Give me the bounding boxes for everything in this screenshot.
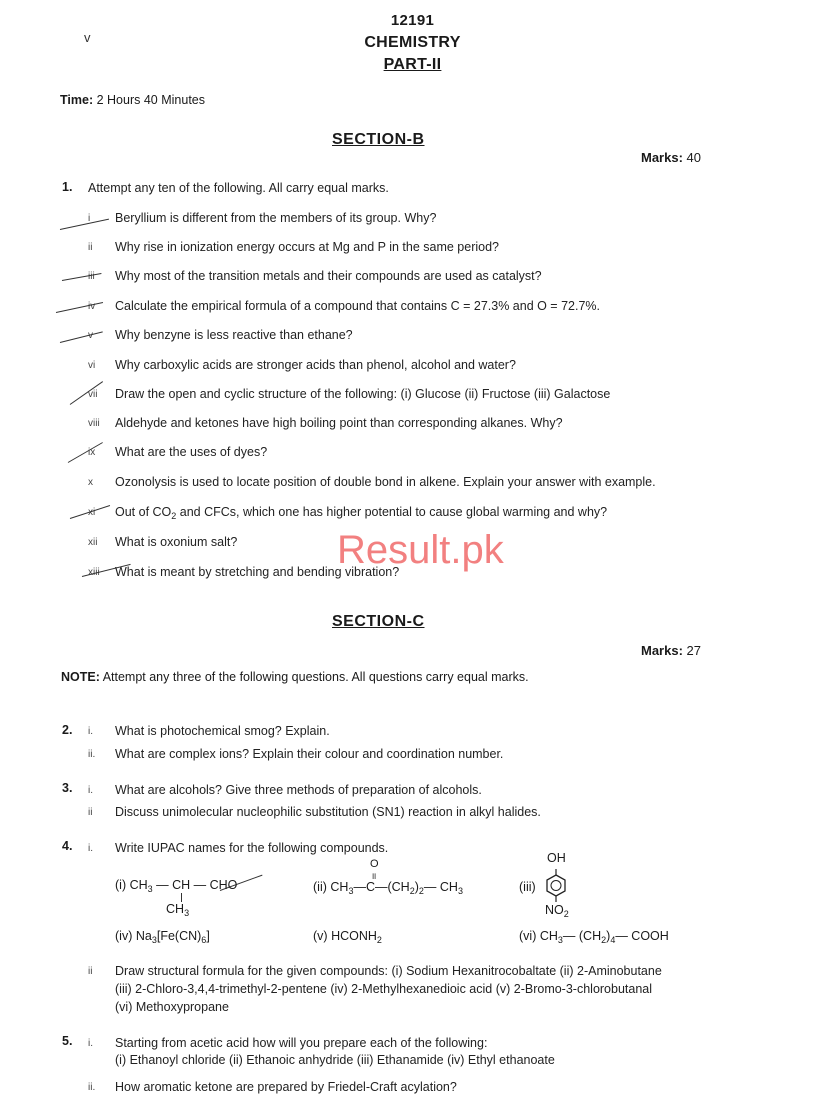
long-question-part: Draw structural formula for the given compounds: (i) Sodium Hexanitrocobaltate (ii) 2-Aminobutane [115, 964, 662, 978]
time-value: 2 Hours 40 Minutes [96, 93, 205, 107]
pen-tick-mark [60, 219, 109, 230]
marks-value: 27 [686, 643, 702, 658]
formula-part: CH [166, 902, 185, 916]
compound-i [115, 878, 237, 894]
item-numeral: vi [88, 360, 96, 371]
subscript: 2 [409, 886, 415, 896]
formula-part: ) [606, 929, 611, 943]
compound-label: (iv) [115, 929, 133, 943]
long-question-part: What are alcohols? Give three methods of preparation of alcohols. [115, 783, 482, 797]
formula-part: CH [539, 929, 558, 943]
subscript: 2 [563, 909, 569, 919]
time-label: Time: [60, 93, 94, 107]
item-numeral: viii [88, 418, 100, 429]
item-numeral: xii [88, 537, 98, 548]
formula-part: — CH — CHO [156, 878, 238, 892]
subscript: 3 [557, 935, 563, 945]
long-question-part: What is photochemical smog? Explain. [115, 724, 330, 738]
item-numeral: v [88, 330, 93, 341]
note-label: NOTE: [61, 670, 100, 684]
formula-part: — COOH [615, 929, 669, 943]
item-numeral: xiii [88, 567, 100, 578]
short-question: Beryllium is different from the members of its group. Why? [115, 211, 437, 225]
long-question-part: (iii) 2-Chloro-3,4,4-trimethyl-2-pentene (iv) 2-Methylhexanedioic acid (v) 2-Bromo-3-chlorobutanal [115, 982, 653, 996]
corner-mark: v [84, 30, 91, 45]
subscript: 2 [601, 935, 607, 945]
item-numeral: xi [88, 507, 96, 518]
short-question: Draw the open and cyclic structure of the following: (i) Glucose (ii) Fructose (iii) Galactose [115, 387, 611, 401]
marks-value: 40 [686, 150, 702, 165]
question-5-number: 5. [62, 1034, 73, 1048]
compound-label: (ii) [313, 880, 327, 894]
formula-part: — (CH [562, 929, 602, 943]
short-question: What is oxonium salt? [115, 535, 238, 549]
short-question: Why most of the transition metals and their compounds are used as catalyst? [115, 269, 542, 283]
item-numeral: iv [88, 301, 96, 312]
item-numeral: ix [88, 447, 96, 458]
q-text-part: Out of CO [115, 505, 172, 519]
subscript: 3 [184, 908, 190, 918]
hydroxyl-group: OH [547, 851, 566, 865]
long-question-part: What are complex ions? Explain their colour and coordination number. [115, 747, 504, 761]
short-question: Aldehyde and ketones have high boiling point than corresponding alkanes. Why? [115, 416, 563, 430]
long-question-part: Write IUPAC names for the following compounds. [115, 841, 389, 855]
short-question: Calculate the empirical formula of a compound that contains C = 27.3% and O = 72.7%. [115, 299, 600, 313]
section-b-marks [641, 150, 701, 165]
item-numeral: ii [88, 242, 93, 253]
watermark: Result.pk [337, 528, 504, 572]
double-bond: ॥ [371, 871, 377, 881]
subscript: 3 [147, 884, 153, 894]
formula-part: CH [129, 878, 148, 892]
section-b-title: SECTION-B [332, 131, 425, 148]
short-question: What are the uses of dyes? [115, 445, 268, 459]
short-question: What is meant by stretching and bending vibration? [115, 565, 400, 579]
time-line [60, 93, 205, 107]
compound-vi [519, 929, 669, 945]
long-question-part: Starting from acetic acid how will you prepare each of the following: [115, 1036, 488, 1050]
compound-label: (i) [115, 878, 127, 892]
carbonyl-oxygen: O [370, 858, 379, 870]
item-numeral: i. [88, 1038, 93, 1049]
subscript: 2 [376, 935, 382, 945]
item-numeral: x [88, 477, 93, 488]
note-line [61, 670, 529, 684]
item-numeral: iii [88, 271, 95, 282]
item-numeral: ii. [88, 1082, 96, 1093]
item-numeral: ii. [88, 749, 96, 760]
subscript: 2 [171, 511, 177, 521]
nitro-group [545, 903, 569, 919]
compound-label: (vi) [519, 929, 537, 943]
formula-part: Na [135, 929, 152, 943]
short-question: Why benzyne is less reactive than ethane? [115, 328, 353, 342]
subscript: 3 [348, 886, 354, 896]
formula-part: — CH [423, 880, 458, 894]
compound-iv [115, 929, 210, 945]
long-question-part: (vi) Methoxypropane [115, 1000, 229, 1014]
question-3-number: 3. [62, 781, 73, 795]
long-question-part: (i) Ethanoyl chloride (ii) Ethanoic anhydride (iii) Ethanamide (iv) Ethyl ethanoate [115, 1053, 555, 1067]
formula-part: NO [545, 903, 564, 917]
subscript: 4 [610, 935, 616, 945]
formula-part: ] [206, 929, 210, 943]
note-text: Attempt any three of the following questions. All questions carry equal marks. [102, 670, 529, 684]
item-numeral: vii [88, 389, 98, 400]
short-question [115, 505, 607, 521]
subscript: 3 [457, 886, 463, 896]
item-numeral: ii [88, 807, 93, 818]
formula-part: ) [414, 880, 419, 894]
question-4-number: 4. [62, 839, 73, 853]
compound-v [313, 929, 382, 945]
compound-ii [313, 880, 463, 896]
question-1-number: 1. [62, 180, 73, 194]
item-numeral: ii [88, 966, 93, 977]
formula-part: HCONH [331, 929, 377, 943]
long-question-part: Discuss unimolecular nucleophilic substitution (SN1) reaction in alkyl halides. [115, 805, 541, 819]
subscript: 2 [418, 886, 424, 896]
part-title: PART-II [383, 56, 442, 73]
bond-line [181, 893, 182, 902]
short-question: Why carboxylic acids are stronger acids than phenol, alcohol and water? [115, 358, 516, 372]
item-numeral: i. [88, 726, 93, 737]
formula-part: —C—(CH [353, 880, 410, 894]
short-question: Why rise in ionization energy occurs at Mg and P in the same period? [115, 240, 499, 254]
subscript: 3 [151, 935, 157, 945]
item-numeral: i [88, 213, 91, 224]
subscript: 6 [201, 935, 207, 945]
question-2-number: 2. [62, 723, 73, 737]
q-text-part: and CFCs, which one has higher potential to cause global warming and why? [176, 505, 608, 519]
item-numeral: i. [88, 843, 93, 854]
formula-part: CH [330, 880, 349, 894]
question-1-instruction: Attempt any ten of the following. All carry equal marks. [88, 181, 389, 195]
benzene-ring-icon [545, 869, 567, 903]
paper-code: 12191 [390, 12, 435, 29]
subject-title: CHEMISTRY [364, 34, 461, 51]
short-question: Ozonolysis is used to locate position of double bond in alkene. Explain your answer with example. [115, 475, 656, 489]
marks-label: Marks: [641, 150, 683, 165]
marks-label: Marks: [641, 643, 683, 658]
compound-i-branch [166, 902, 189, 918]
section-c-title: SECTION-C [332, 613, 425, 630]
formula-part: [Fe(CN) [156, 929, 202, 943]
compound-label: (v) [313, 929, 328, 943]
item-numeral: i. [88, 785, 93, 796]
long-question-part: How aromatic ketone are prepared by Friedel-Craft acylation? [115, 1080, 457, 1094]
section-c-marks [641, 643, 701, 658]
compound-iii-label: (iii) [519, 880, 536, 894]
